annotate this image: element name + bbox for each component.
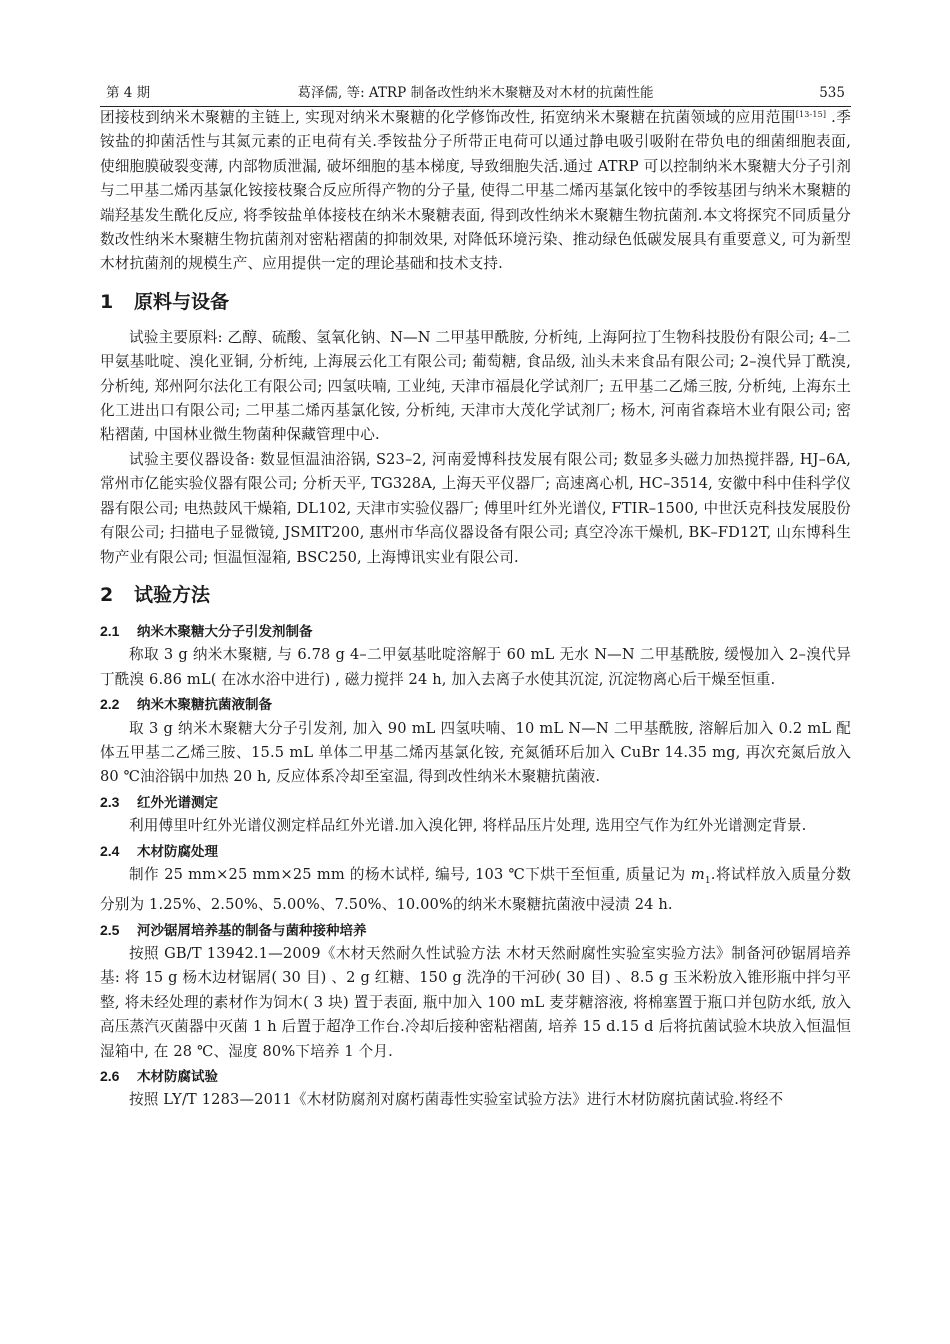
subsection-2-6-number: 2.6 [100,1068,120,1085]
subsection-2-4-text-a: 制作 25 mm×25 mm×25 mm 的杨木试样, 编号, 103 ℃下烘干至恒重, 质量记为 [129,865,691,883]
subsection-2-4-text [100,863,851,918]
running-title: 葛泽儒, 等: ATRP 制备改性纳米木聚糖及对木材的抗菌性能 [297,85,654,101]
subsection-2-4-text-b: .将试样放入质量分数分别为 1.25%、2.50%、5.00%、7.50%、10.00%的纳米木聚糖抗菌液中浸渍 24 h. [100,865,852,914]
subsection-2-3-title: 红外光谱测定 [137,794,218,811]
mass-variable: m [690,865,705,883]
subsection-2-2-heading [100,692,851,716]
instruments-paragraph: 试验主要仪器设备: 数显恒温油浴锅, S23–2, 河南爱博科技发展有限公司; 数显多头磁力加热搅拌器, HJ–6A, 常州市亿能实验仪器有限公司; 分析天平, TG328A, 上海天平仪器厂; 高速离心机, HC–3514, 安徽中科中佳科学仪器有限公司; 电热鼓风干燥箱, DL102, 天津市实验仪器厂; 傅里叶红外光谱仪, FTIR–1500, 中世沃克科技发展股份有限公司; 扫描电子显微镜, JSMIT200, 惠州市华高仪器设备有限公司; 真空冷冻干燥机, BK–FD12T, 山东博科生物产业有限公司; 恒温恒湿箱, BSC250, 上海博讯实业有限公司. [100,450,851,566]
section-1-heading [100,290,851,314]
subsection-2-2-title: 纳米木聚糖抗菌液制备 [137,697,272,714]
subsection-2-6-title: 木材防腐试验 [137,1069,218,1086]
section-2-number: 2 [100,583,114,606]
section-2-title: 试验方法 [134,583,211,606]
subsection-2-3-number: 2.3 [100,793,120,810]
subsection-2-5-number: 2.5 [100,921,120,938]
section-1-number: 1 [100,290,114,313]
running-header [100,84,851,107]
materials-paragraph: 试验主要原料: 乙醇、硫酸、氢氧化钠、N—N 二甲基甲酰胺, 分析纯, 上海阿拉丁生物科技股份有限公司; 4–二甲氨基吡啶、溴化亚铜, 分析纯, 上海展云化工有限公司; 葡萄糖, 食品级, 汕头未来食品有限公司; 2–溴代异丁酰溴, 分析纯, 郑州阿尔法化工有限公司; 四氢呋喃, 工业纯, 天津市福晨化学试剂厂; 五甲基二乙烯三胺, 分析纯, 上海东土化工进出口有限公司; 二甲基二烯丙基氯化铵, 分析纯, 天津市大茂化学试剂厂; 杨木, 河南省森培木业有限公司; 密粘褶菌, 中国林业微生物菌种保藏管理中心. [100,328,851,444]
intro-paragraph [100,106,851,277]
subsection-2-1-heading [100,619,851,643]
citation-ref[interactable]: [13-15] [795,110,827,119]
section-2-heading [100,583,851,607]
subsection-2-1-number: 2.1 [100,622,120,639]
subsection-2-2-number: 2.2 [100,696,120,713]
subsection-2-5-text: 按照 GB/T 13942.1—2009《木材天然耐久性试验方法 木材天然耐腐性实验室实验方法》制备河砂锯屑培养基: 将 15 g 杨木边材锯屑( 30 目) 、2 g 红糖、150 g 洗净的干河砂( 30 目) 、8.5 g 玉米粉放入锥形瓶中拌匀平整, 将未经处理的素材作为饲木( 3 块) 置于表面, 瓶中加入 100 mL 麦芽糖溶液, 将棉塞置于瓶口并包防水纸, 放入高压蒸汽灭菌器中灭菌 1 h 后置于超净工作台.冷却后接种密粘褶菌, 培养 15 d.15 d 后将抗菌试验木块放入恒温恒湿箱中, 在 28 ℃、湿度 80%下培养 1 个月. [100,945,851,1060]
intro-text-1: 团接枝到纳米木聚糖的主链上, 实现对纳米木聚糖的化学修饰改性, 拓宽纳米木聚糖在抗菌领域的应用范围 [100,109,796,126]
issue-label: 第 4 期 [106,85,151,101]
page-number: 535 [819,85,845,101]
mass-variable-subscript: 1 [704,875,711,886]
subsection-2-1-text: 称取 3 g 纳米木聚糖, 与 6.78 g 4–二甲氨基吡啶溶解于 60 mL 无水 N—N 二甲基酰胺, 缓慢加入 2–溴代异丁酰溴 6.86 mL( 在冰水浴中进行) , 磁力搅拌 24 h, 加入去离子水使其沉淀, 沉淀物离心后干燥至恒重. [100,646,851,688]
subsection-2-6-heading [100,1064,851,1088]
subsection-2-1-title: 纳米木聚糖大分子引发剂制备 [137,623,313,640]
article-body [100,106,851,1113]
subsection-2-5-title: 河沙锯屑培养基的制备与菌种接种培养 [137,922,367,939]
subsection-2-4-heading [100,839,851,863]
section-1-title: 原料与设备 [134,290,230,313]
subsection-2-4-title: 木材防腐处理 [137,843,218,860]
subsection-2-3-text: 利用傅里叶红外光谱仪测定样品红外光谱.加入溴化钾, 将样品压片处理, 选用空气作为红外光谱测定背景. [129,817,807,835]
subsection-2-2-text: 取 3 g 纳米木聚糖大分子引发剂, 加入 90 mL 四氢呋喃、10 mL N—N 二甲基酰胺, 溶解后加入 0.2 mL 配体五甲基二乙烯三胺、15.5 mL 单体二甲基二烯丙基氯化铵, 充氮循环后加入 CuBr 14.35 mg, 再次充氮后放入 80 ℃油浴锅中加热 20 h, 反应体系冷却至室温, 得到改性纳米木聚糖抗菌液. [100,719,851,786]
subsection-2-6-text: 按照 LY/T 1283—2011《木材防腐剂对腐朽菌毒性实验室试验方法》进行木材防腐抗菌试验.将经不 [129,1091,784,1109]
subsection-2-4-number: 2.4 [100,842,120,859]
subsection-2-5-heading [100,918,851,942]
intro-text-2: .季铵盐的抑菌活性与其氮元素的正电荷有关.季铵盐分子所带正电荷可以通过静电吸引吸附在带负电的细菌细胞表面, 使细胞膜破裂变薄, 内部物质泄漏, 破坏细胞的基本梯度, 导致细胞失活.通过 ATRP 可以控制纳米木聚糖大分子引剂与二甲基二烯丙基氯化铵接枝聚合反应所得产物的分子量, 使得二甲基二烯丙基氯化铵中的季铵基团与纳米木聚糖的端羟基发生酰化反应, 将季铵盐单体接枝在纳米木聚糖表面, 得到改性纳米木聚糖生物抗菌剂.本文将探究不同质量分数改性纳米木聚糖生物抗菌剂对密粘褶菌的抑制效果, 对降低环境污染、推动绿色低碳发展具有重要意义, 可为新型木材抗菌剂的规模生产、应用提供一定的理论基础和技术支持. [100,109,851,273]
subsection-2-3-heading [100,790,851,814]
